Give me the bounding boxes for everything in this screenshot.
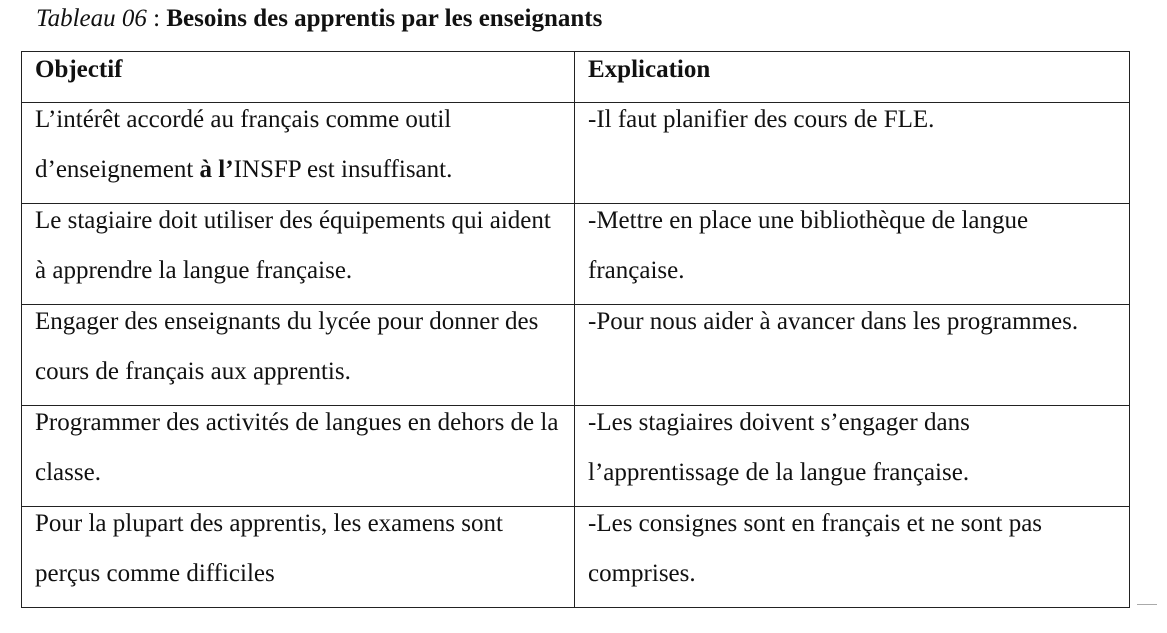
- objectif-cell: [22, 305, 575, 406]
- header-objectif: Objectif: [22, 52, 575, 103]
- table-row: [22, 507, 1130, 608]
- objectif-cell: [22, 406, 575, 507]
- objectif-text: Le stagiaire doit utiliser des équipements qui aident à apprendre la langue française.: [35, 207, 551, 284]
- explication-cell: [575, 406, 1130, 507]
- caption-separator: :: [146, 5, 167, 32]
- explication-text: -Il faut planifier des cours de FLE.: [588, 106, 935, 133]
- table-row: [22, 204, 1130, 305]
- page-corner-mark: [1137, 604, 1157, 613]
- objectif-text-bold: à l’: [199, 156, 234, 183]
- caption-title: Besoins des apprentis par les enseignants: [166, 5, 603, 32]
- caption-label: Tableau 06: [36, 5, 147, 32]
- table-row: [22, 406, 1130, 507]
- explication-cell: [575, 204, 1130, 305]
- table-row: [22, 103, 1130, 204]
- explication-text: -Pour nous aider à avancer dans les programmes.: [588, 308, 1079, 335]
- explication-text: -Mettre en place une bibliothèque de langue française.: [588, 207, 1029, 284]
- objectif-text-part: L’intérêt accordé au français comme outil d’enseignement: [35, 106, 452, 183]
- objectif-text-part: INSFP est insuffisant.: [233, 156, 453, 183]
- explication-cell: [575, 507, 1130, 608]
- objectif-text: Programmer des activités de langues en dehors de la classe.: [35, 409, 559, 486]
- objectif-text: Pour la plupart des apprentis, les examens sont perçus comme difficiles: [35, 510, 503, 587]
- explication-cell: [575, 103, 1130, 204]
- explication-text: -Les stagiaires doivent s’engager dans l’apprentissage de la langue française.: [588, 409, 970, 486]
- objectif-cell: [22, 507, 575, 608]
- table-caption: [36, 4, 602, 34]
- table-row: [22, 305, 1130, 406]
- objectif-cell: [22, 204, 575, 305]
- objectif-text: Engager des enseignants du lycée pour donner des cours de français aux apprentis.: [35, 308, 539, 385]
- header-explication: Explication: [575, 52, 1130, 103]
- explication-text: -Les consignes sont en français et ne sont pas comprises.: [588, 510, 1043, 587]
- needs-table: [21, 51, 1130, 608]
- explication-cell: [575, 305, 1130, 406]
- objectif-cell: [22, 103, 575, 204]
